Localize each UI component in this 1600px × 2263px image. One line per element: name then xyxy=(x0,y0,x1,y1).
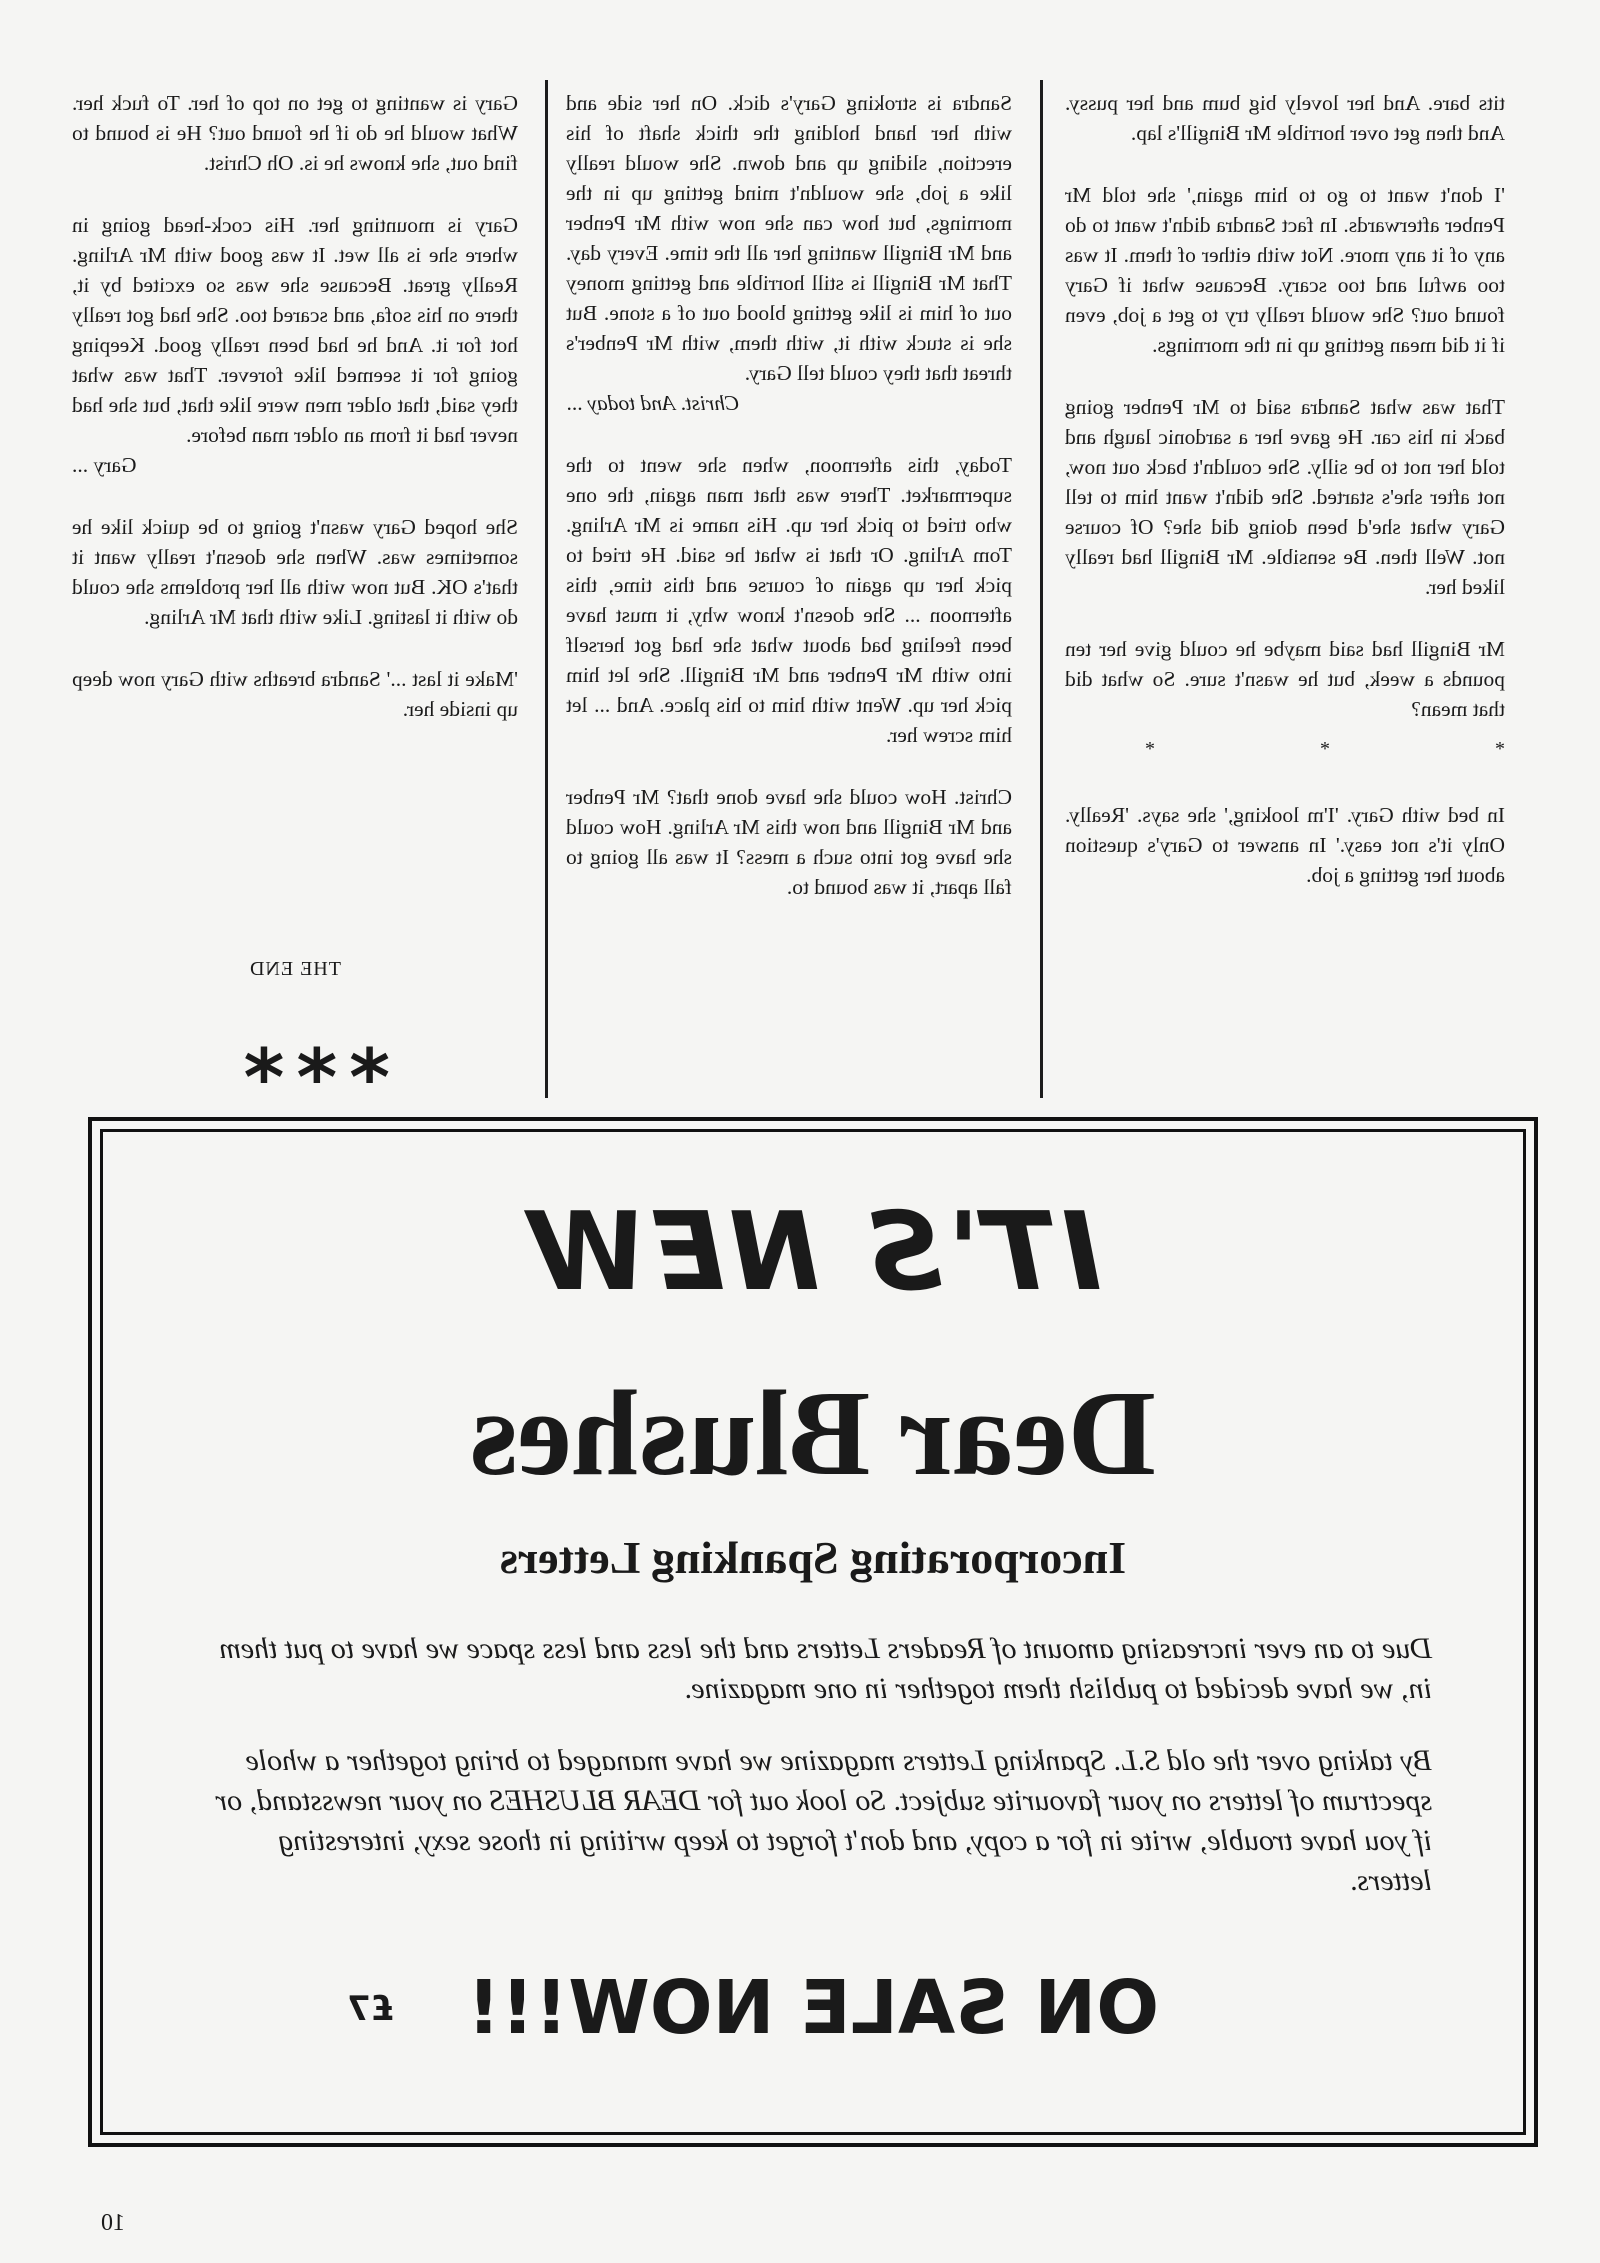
story-column-1 xyxy=(1065,88,1505,922)
paragraph-tail-text: Gary ... xyxy=(72,453,137,477)
paragraph: She hoped Gary wasn't going to be quick like he sometimes was. When she doesn't really want it that's OK. But now with all her problems she could do with it lasting. Like with that Mr Arling. xyxy=(72,515,518,629)
paragraph: Christ. How could she have done that? Mr Penber and Mr Bingill and now this Mr Arling. How could she have got into such a mess? It was all going to fall apart, it was bound to. xyxy=(566,785,1012,899)
paragraph: Gary is mounting her. His cock-head going in where she is all wet. It was good with Mr Arling. Really great. Because she was so excited by it, there on his sofa, and scared too. She had got really hot for it. And he had been really good. Keeping going for it seemed like forever. That was what they said, that older men were like that, but she had never had it from an older man before. xyxy=(72,213,518,447)
column-divider xyxy=(1040,80,1043,1098)
paragraph: In bed with Gary. 'I'm looking,' she says. 'Really. Only it's not easy.' In answer to Gary's question about her getting a job. xyxy=(1065,803,1505,887)
ad-body-paragraph: Due to an ever increasing amount of Readers Letters and the less and less space we have to put them in, we have decided to publish them together in one magazine. xyxy=(219,1632,1432,1705)
column-divider xyxy=(545,80,548,1098)
ad-title: Dear Blushes xyxy=(470,1366,1156,1501)
end-stars: *** xyxy=(231,1034,390,1124)
ad-body-paragraph: By taking over the old S.L. Spanking Letters magazine we have managed to bring together a whole spectrum of letters on your favourite subject. So look out for DEAR BLUSHES on your newsstand, or if you have trouble, write in for a copy, and don't forget to keep writing in those sexy, interesting letters. xyxy=(215,1744,1432,1897)
story-column-2 xyxy=(566,88,1012,934)
paragraph: Gary is wanting to get on top of her. To fuck her. What would he do if he found out? He is bound to find out, she knows he is. Oh Christ. xyxy=(72,91,518,175)
story-column-3 xyxy=(72,88,518,756)
ad-subtitle: Incorporating Spanking Letters xyxy=(499,1532,1127,1583)
paragraph: Sandra is stroking Gary's dick. On her side and with her hand holding the thick shaft of his erection, sliding up and down. She would really like a job, she wouldn't mind getting up in the mornings, but how can she now with Mr Penber and Mr Bingill wanting her all the time. Every day. That Mr Bingill is still horrible and getting money out of him is like getting blood out of a stone. But she is stuck with it, with them, with Mr Penber's threat that they could tell Gary. xyxy=(566,91,1012,385)
section-separator: * * * xyxy=(1065,738,1505,760)
page-number: 10 xyxy=(101,2210,125,2236)
paragraph: 'Make it last ...' Sandra breaths with Gary now deep up inside her. xyxy=(72,667,518,721)
ad-headline: IT'S NEW xyxy=(524,1190,1102,1315)
paragraph-tail xyxy=(566,388,1012,418)
paragraph: Mr Bingill had said maybe he could give her ten pounds a week, but he wasn't sure. So what did that mean? xyxy=(1065,637,1505,721)
paragraph: 'I don't want to go to him again,' she told Mr Penber afterwards. In fact Sandra didn't want to do any of it any more. Not with either of them. It was too awful and too scary. Because what if Gary found out? She would really try to get a job, even if it did mean getting up in the mornings. xyxy=(1065,183,1505,357)
advertisement-box xyxy=(88,1117,1538,2147)
ad-price: £7 xyxy=(347,1989,395,2029)
ad-call-to-action: ON SALE NOW!!! xyxy=(466,1965,1160,2051)
paragraph-tail-text: Christ. And today ... xyxy=(566,391,740,415)
paragraph: That was what Sandra said to Mr Penber going back in his car. He gave her a sardonic laugh and told her not to be silly. She couldn't back out now, not after she's started. She didn't want him to tell Gary what she'd been doing did she? Of course not. Well then. Be sensible. Mr Bingill had really liked her. xyxy=(1065,395,1505,599)
paragraph-tail xyxy=(72,450,518,480)
the-end-label: THE END xyxy=(249,958,341,980)
paragraph: tits bare. And her lovely big bum and her pussy. And then get over horrible Mr Bingill's lap. xyxy=(1065,91,1505,145)
paragraph: Today, this afternoon, when she went to the supermarket. There was that man again, the one who tried to pick her up. His name is Mr Arling. Tom Arling. Or that is what he said. He tried to pick her up again of course and this time, this afternoon ... She doesn't know why, it must have been feeling bad about what she had got herself into with Mr Penber and Mr Bingill. She let him pick her up. Went with him to his place. And ... let him screw her. xyxy=(566,453,1012,747)
